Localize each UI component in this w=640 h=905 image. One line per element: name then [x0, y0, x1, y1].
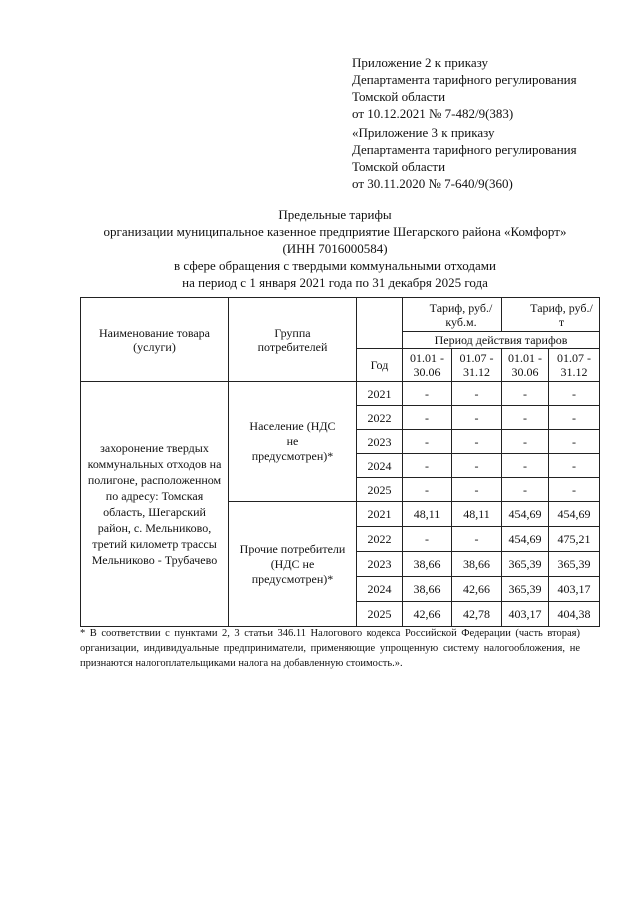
appendix-line: «Приложение 3 к приказу [352, 125, 495, 140]
appendix-line: от 30.11.2020 № 7-640/9(360) [352, 176, 513, 191]
value-cell: 48,11 [452, 502, 502, 527]
appendix-current [352, 54, 577, 122]
value-cell: 38,66 [403, 552, 452, 577]
title-line: в сфере обращения с твердыми коммунальными отходами [174, 258, 496, 273]
value-cell: - [403, 527, 452, 552]
value-cell: - [502, 382, 549, 406]
header-year: Год [357, 349, 403, 382]
header-row [81, 298, 600, 332]
value-cell: 365,39 [502, 577, 549, 602]
appendix-line: Приложение 2 к приказу [352, 55, 489, 70]
value-cell: - [452, 478, 502, 502]
value-cell: 48,11 [403, 502, 452, 527]
service-name-cell: захоронение твердых коммунальных отходов на полигоне, расположенном по адресу: Томская область, Шегарский район, с. Мельниково, третий километр трассы Мельниково - Трубачево [81, 382, 229, 627]
value-cell: 38,66 [403, 577, 452, 602]
year-cell: 2025 [357, 602, 403, 627]
year-cell: 2023 [357, 430, 403, 454]
tariff-table [80, 297, 600, 627]
year-cell: 2022 [357, 527, 403, 552]
value-cell: - [403, 454, 452, 478]
value-cell: 475,21 [549, 527, 600, 552]
value-cell: - [403, 478, 452, 502]
appendix-original [352, 124, 577, 192]
year-cell: 2023 [357, 552, 403, 577]
header-period-2: 01.07 - 31.12 [452, 349, 502, 382]
table-row [81, 382, 600, 406]
value-cell: 404,38 [549, 602, 600, 627]
year-cell: 2021 [357, 502, 403, 527]
appendix-line: Департамента тарифного регулирования [352, 72, 577, 87]
group-other-cell: Прочие потребители (НДС не предусмотрен)* [229, 502, 357, 627]
value-cell: 42,78 [452, 602, 502, 627]
header-period: Период действия тарифов [403, 332, 600, 349]
value-cell: - [403, 406, 452, 430]
value-cell: - [452, 406, 502, 430]
value-cell: 454,69 [502, 502, 549, 527]
year-cell: 2021 [357, 382, 403, 406]
value-cell: - [502, 430, 549, 454]
value-cell: 42,66 [452, 577, 502, 602]
year-cell: 2025 [357, 478, 403, 502]
value-cell: 365,39 [502, 552, 549, 577]
group-population-cell: Население (НДС не предусмотрен)* [229, 382, 357, 502]
value-cell: - [452, 382, 502, 406]
value-cell: 42,66 [403, 602, 452, 627]
value-cell: - [403, 382, 452, 406]
value-cell: - [452, 527, 502, 552]
footnote: * В соответствии с пунктами 2, 3 статьи 346.11 Налогового кодекса Российской Федерации (часть вторая) организации, индивидуальные предприниматели, применяющие упрощенную систему налогообложения, не признаются налогоплательщиками налога на добавленную стоимость.». [80, 628, 580, 669]
appendix-line: Департамента тарифного регулирования [352, 142, 577, 157]
value-cell: - [549, 406, 600, 430]
header-period-1: 01.01 - 30.06 [403, 349, 452, 382]
title-line: (ИНН 7016000584) [282, 241, 388, 256]
value-cell: - [549, 382, 600, 406]
year-cell: 2024 [357, 577, 403, 602]
value-cell: - [549, 454, 600, 478]
appendix-line: Томской области [352, 89, 446, 104]
header-tariff-m3: Тариф, руб./куб.м. [403, 298, 502, 332]
value-cell: 403,17 [502, 602, 549, 627]
value-cell: - [403, 430, 452, 454]
value-cell: - [452, 454, 502, 478]
value-cell: 403,17 [549, 577, 600, 602]
appendix-line: Томской области [352, 159, 446, 174]
title-line: организации муниципальное казенное предприятие Шегарского района «Комфорт» [103, 224, 567, 239]
value-cell: 38,66 [452, 552, 502, 577]
value-cell: 454,69 [502, 527, 549, 552]
header-period-3: 01.01 - 30.06 [502, 349, 549, 382]
header-empty-cell [357, 298, 403, 349]
value-cell: - [452, 430, 502, 454]
header-service-name: Наименование товара (услуги) [81, 298, 229, 382]
year-cell: 2024 [357, 454, 403, 478]
value-cell: - [502, 478, 549, 502]
title-line: на период с 1 января 2021 года по 31 декабря 2025 года [182, 275, 488, 290]
value-cell: - [549, 430, 600, 454]
year-cell: 2022 [357, 406, 403, 430]
appendix-line: от 10.12.2021 № 7-482/9(383) [352, 106, 514, 121]
value-cell: - [502, 406, 549, 430]
value-cell: 454,69 [549, 502, 600, 527]
value-cell: - [549, 478, 600, 502]
document-title [40, 206, 630, 291]
header-tariff-t: Тариф, руб./т [502, 298, 600, 332]
value-cell: 365,39 [549, 552, 600, 577]
header-consumer-group: Группа потребителей [229, 298, 357, 382]
value-cell: - [502, 454, 549, 478]
title-line: Предельные тарифы [278, 207, 392, 222]
header-period-4: 01.07 - 31.12 [549, 349, 600, 382]
